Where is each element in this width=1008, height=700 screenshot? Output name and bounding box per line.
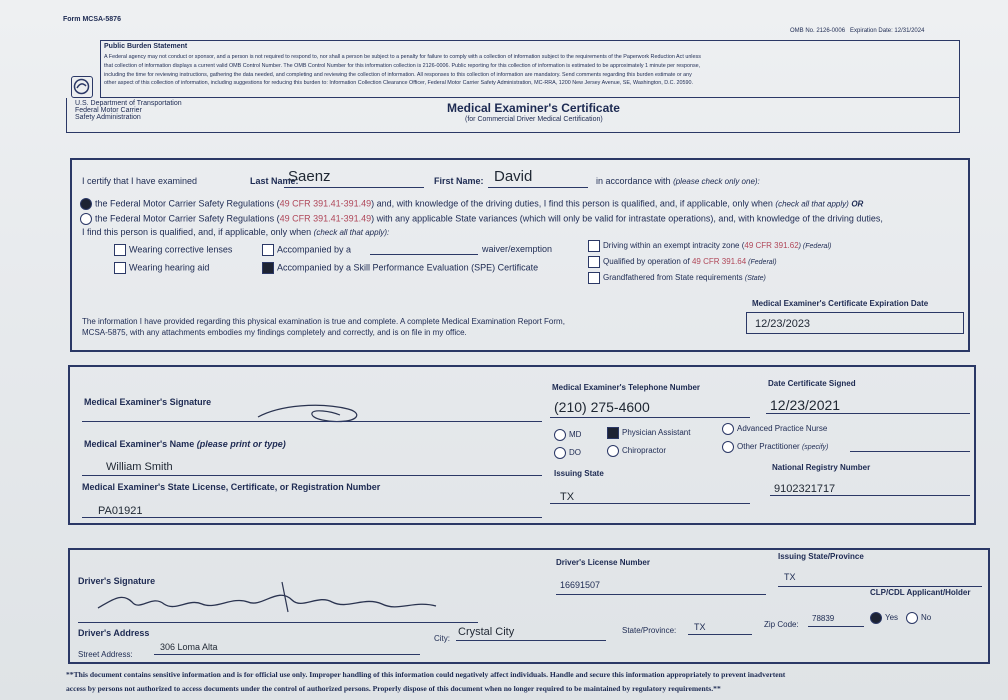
- zip-value[interactable]: 78839: [812, 614, 835, 623]
- condition-hearing[interactable]: Wearing hearing aid: [114, 262, 209, 274]
- credential-do[interactable]: DO: [554, 447, 581, 459]
- driver-address-label: Driver's Address: [78, 628, 150, 638]
- zip-label: Zip Code:: [764, 620, 799, 629]
- accordance-text: in accordance with (please check only one):: [596, 176, 760, 186]
- registry-line: [770, 495, 970, 496]
- city-value[interactable]: Crystal City: [458, 626, 515, 638]
- agency-name: U.S. Department of Transportation Federal Motor Carrier Safety Administration: [75, 100, 182, 121]
- state-line: [688, 634, 752, 635]
- attestation-statement: The information I have provided regarding this physical examination is true and complete. A complete Medical Examination Report Form, MCSA-5875, with any attachments embodies my findings completely and correctly, and is on file in my office.: [82, 317, 565, 337]
- last-name-label: Last Name:: [250, 176, 299, 186]
- expiration-date-value: 12/23/2023: [755, 318, 811, 330]
- driver-signature-label: Driver's Signature: [78, 576, 156, 586]
- city-line: [456, 640, 606, 641]
- condition-spe[interactable]: Accompanied by a Skill Performance Evaluation (SPE) Certificate: [262, 262, 538, 274]
- expiration-label: Medical Examiner's Certificate Expiration Date: [752, 299, 929, 308]
- burden-statement-box: [100, 40, 960, 98]
- issuing-state-label: Issuing State: [554, 469, 604, 478]
- certification-section: [70, 158, 970, 352]
- registry-label: National Registry Number: [772, 463, 871, 472]
- accompanied-checkbox[interactable]: [262, 244, 274, 256]
- date-signed-label: Date Certificate Signed: [768, 379, 856, 388]
- spe-checkbox[interactable]: [262, 262, 274, 274]
- city-label: City:: [434, 634, 450, 643]
- certificate-subtitle: (for Commercial Driver Medical Certification): [465, 116, 603, 123]
- date-signed-value[interactable]: 12/23/2021: [770, 397, 841, 413]
- clp-yes[interactable]: Yes: [870, 612, 898, 624]
- driver-issuing-value[interactable]: TX: [784, 572, 796, 582]
- license-line: [82, 517, 542, 518]
- state-value[interactable]: TX: [694, 622, 706, 632]
- driver-section: [68, 548, 990, 664]
- license-value[interactable]: PA01921: [98, 505, 143, 517]
- issuing-state-value[interactable]: TX: [560, 491, 575, 503]
- expiration-date-field[interactable]: [746, 312, 964, 334]
- street-line: [154, 654, 420, 655]
- first-name-value[interactable]: David: [494, 168, 533, 185]
- operation-checkbox[interactable]: [588, 256, 600, 268]
- phone-label: Medical Examiner's Telephone Number: [552, 383, 701, 392]
- street-value[interactable]: 306 Loma Alta: [160, 642, 218, 652]
- examiner-signature-line: [82, 421, 542, 422]
- credential-chiro[interactable]: Chiropractor: [607, 445, 666, 457]
- examiner-name-label: Medical Examiner's Name (please print or type): [84, 439, 286, 449]
- examiner-name-value[interactable]: William Smith: [106, 461, 173, 473]
- omb-number: OMB No. 2126-0006 Expiration Date: 12/31/2024: [790, 28, 925, 34]
- date-signed-line: [766, 413, 970, 414]
- driver-issuing-line: [778, 586, 982, 587]
- examiner-name-line: [82, 475, 542, 476]
- driver-issuing-label: Issuing State/Province: [778, 552, 864, 561]
- state-option-line2: I find this person is qualified, and, if applicable, only when (check all that apply):: [82, 227, 390, 237]
- certify-intro: I certify that I have examined: [82, 176, 198, 186]
- credential-pa[interactable]: Physician Assistant: [607, 427, 690, 439]
- last-name-line: [284, 187, 424, 188]
- condition-grandfathered[interactable]: Grandfathered from State requirements (State): [588, 272, 766, 284]
- first-name-line: [488, 187, 588, 188]
- first-name-label: First Name:: [434, 176, 484, 186]
- grandfathered-checkbox[interactable]: [588, 272, 600, 284]
- state-label: State/Province:: [622, 626, 677, 635]
- state-variance-radio[interactable]: [80, 213, 92, 225]
- waiver-text: waiver/exemption: [482, 244, 553, 254]
- driver-license-label: Driver's License Number: [556, 558, 650, 567]
- issuing-state-line: [550, 503, 750, 504]
- driver-signature: [92, 572, 452, 625]
- dot-logo-icon: [71, 76, 93, 98]
- waiver-line: [370, 254, 478, 255]
- driver-license-value[interactable]: 16691507: [560, 580, 601, 590]
- certificate-title-box: [66, 98, 960, 133]
- street-label: Street Address:: [78, 650, 133, 659]
- license-label: Medical Examiner's State License, Certificate, or Registration Number: [82, 482, 381, 492]
- qualification-option-state[interactable]: the Federal Motor Carrier Safety Regulations (49 CFR 391.41-391.49) with any applicable State variances (which will only be valid for intrastate operations), and, with knowledge of the driving duties,: [80, 213, 883, 225]
- qualification-option-federal[interactable]: the Federal Motor Carrier Safety Regulations (49 CFR 391.41-391.49) and, with knowledge of the driving duties, I find this person is qualified, and, if applicable, only when (check all that apply) OR: [80, 198, 863, 210]
- condition-operation[interactable]: Qualified by operation of 49 CFR 391.64 (Federal): [588, 256, 777, 268]
- condition-intracity[interactable]: Driving within an exempt intracity zone (49 CFR 391.62) (Federal): [588, 240, 831, 252]
- examiner-section: [68, 365, 976, 525]
- federal-radio[interactable]: [80, 198, 92, 210]
- lenses-checkbox[interactable]: [114, 244, 126, 256]
- certificate-title: Medical Examiner's Certificate: [447, 101, 620, 115]
- hearing-checkbox[interactable]: [114, 262, 126, 274]
- other-practitioner-line: [850, 451, 970, 452]
- credential-other[interactable]: Other Practitioner (specify): [722, 441, 828, 453]
- clp-label: CLP/CDL Applicant/Holder: [870, 588, 971, 597]
- credential-md[interactable]: MD: [554, 429, 581, 441]
- clp-no[interactable]: No: [906, 612, 931, 624]
- driver-signature-line: [78, 622, 478, 623]
- footer-notice: **This document contains sensitive information and is for official use only. Improper handling of this information could negatively affect individuals. Handle and secure this information appropriately to prevent inadvertent access by persons not authorized to access documents under the control of authorized persons. Properly dispose of this document when no longer required to be maintained by regulatory requirements.**: [66, 670, 786, 693]
- zip-line: [808, 626, 864, 627]
- phone-value[interactable]: (210) 275-4600: [554, 399, 650, 415]
- examiner-signature-label: Medical Examiner's Signature: [84, 397, 212, 407]
- credential-apn[interactable]: Advanced Practice Nurse: [722, 423, 827, 435]
- driver-license-line: [556, 594, 766, 595]
- phone-line: [550, 417, 750, 418]
- condition-accompanied[interactable]: Accompanied by a: [262, 244, 351, 256]
- burden-text: A Federal agency may not conduct or sponsor, and a person is not required to respond to, nor shall a person be subject to a penalty for failure to comply with a collection of information subject to the requirements of the Paperwork Reduction Act unless that collection of information displays a current valid OMB Control Number. The OMB Control Number for this information collection is 2126-0006. Public reporting for this collection of information is estimated to be approximately 1 minute per response, including the time for reviewing instructions, gathering the data needed, and completing and reviewing the collection of information. All responses to this collection of information are mandatory. Send comments regarding this burden estimate or any other aspect of this collection of information, including suggestions for reducing this burden to: Information Collection Clearance Officer, Federal Motor Carrier Safety Administration, MC-RRA, 1200 New Jersey Avenue, SE, Washington, D.C. 20590.: [104, 54, 701, 87]
- form-number: Form MCSA-5876: [63, 16, 121, 23]
- burden-title: Public Burden Statement: [104, 43, 188, 50]
- condition-lenses[interactable]: Wearing corrective lenses: [114, 244, 232, 256]
- examiner-signature: [250, 397, 390, 432]
- last-name-value[interactable]: Saenz: [288, 168, 331, 185]
- intracity-checkbox[interactable]: [588, 240, 600, 252]
- registry-value[interactable]: 9102321717: [774, 483, 836, 495]
